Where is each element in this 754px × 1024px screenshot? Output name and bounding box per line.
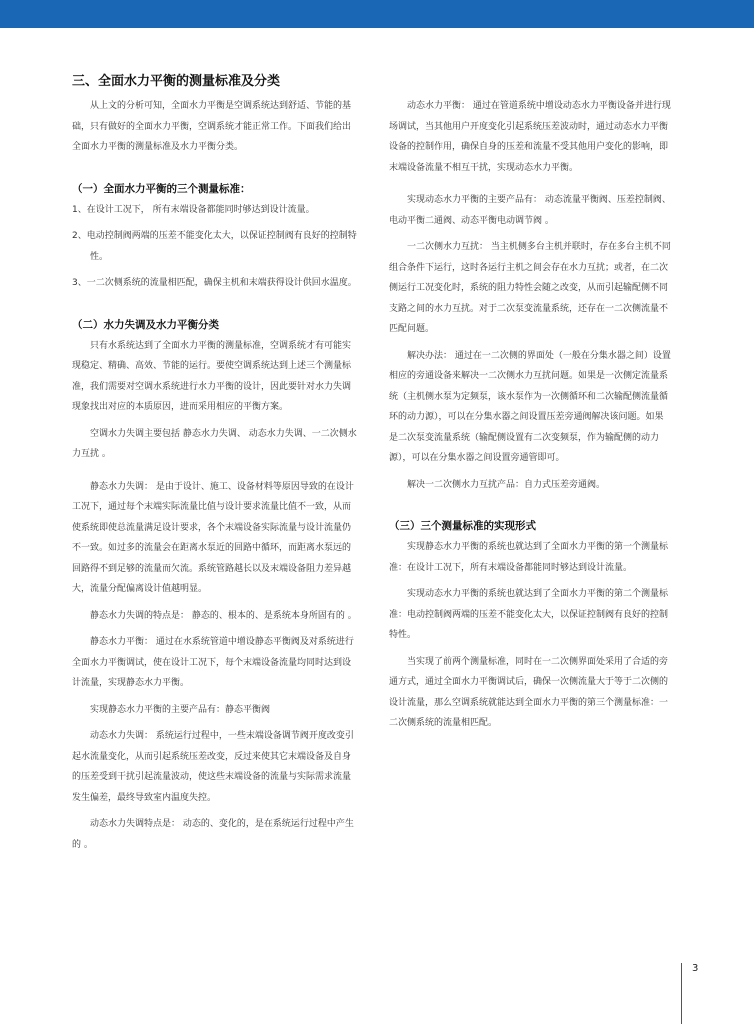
left-column [72,70,358,855]
paragraph: 解决一二次侧水力互扰产品：自力式压差旁通阀。 [407,479,606,490]
paragraph: 解决办法： 通过在一二次侧的界面处（一般在分集水器之间）设置相应的旁通设备来解决一二次侧水力互扰问题。如果是一次侧定流量系统（主机侧水泵为定频泵，该水泵作为一次侧循环和二次输配侧流量循环的动力源），可以在分集水器之间设置压差旁通阀解决该问题。如果是二次泵变流量系统（输配侧设置有二次变频泵，作为输配侧的动力源），可以在分集水器之间设置旁通管即可。 [389,350,671,463]
paragraph: 实现静态水力平衡的主要产品有：静态平衡阀 [90,704,271,715]
paragraph: 只有水系统达到了全面水力平衡的测量标准，空调系统才有可能实现稳定、精确、高效、节能的运行。要使空调系统达到上述三个测量标准，我们需要对空调水系统进行水力平衡的设计，因此要针对水力失调现象找出对应的本质原因，进而采用相应的平衡方案。 [72,340,352,412]
paragraph: 实现动态水力平衡的主要产品有： 动态流量平衡阀、压差控制阀、电动平衡二通阀、动态平衡电动调节阀 。 [389,195,671,226]
paragraph: 当实现了前两个测量标准，同时在一二次侧界面处采用了合适的旁通方式，通过全面水力平衡调试后，确保一次侧流量大于等于二次侧的设计流量，那么空调系统就能达到全面水力平衡的第三个测量标准：一二次侧系统的流量相匹配。 [389,656,669,728]
page-number-divider [681,963,682,1024]
paragraph: 一二次侧水力互扰： 当主机侧多台主机并联时，存在多台主机不同组合条件下运行，这时各运行主机之间会存在水力互扰；或者，在二次侧运行工况变化时，系统的阻力特性会随之改变，从而引起输配侧不同支路之间的水力互扰。对于二次泵变流量系统，还存在一二次侧流量不匹配问题。 [389,242,671,334]
paragraph: 实现动态水力平衡的系统也就达到了全面水力平衡的第二个测量标准：电动控制阀两端的压差不能变化太大，以保证控制阀有良好的控制特性。 [389,589,669,640]
paragraph: 空调水力失调主要包括 静态水力失调、 动态水力失调、一二次侧水力互扰 。 [72,428,357,459]
paragraph: 实现静态水力平衡的系统也就达到了全面水力平衡的第一个测量标准：在设计工况下，所有末端设备都能同时够达到设计流量。 [389,542,669,573]
intro-paragraph: 从上文的分析可知，全面水力平衡是空调系统达到舒适、节能的基础，只有做好的全面水力平衡，空调系统才能正常工作。下面我们给出全面水力平衡的测量标准及水力平衡分类。 [72,101,352,152]
paragraph: 静态水力失调： 是由于设计、施工、设备材料等原因导致的在设计工况下，通过每个末端实际流量比值与设计要求流量比值不一致，从而使系统即使总流量满足设计要求，各个末端设备实际流量与设计流量仍不一致。如过多的流量会在距离水泵近的回路中循环，而距离水泵远的回路得不到足够的流量而欠流。系统管路越长以及末端设备阻力差异越大，流量分配偏离设计值越明显。 [72,481,354,594]
paragraph: 动态水力失调特点是： 动态的、变化的，是在系统运行过程中产生的 。 [72,819,354,850]
paragraph: 静态水力平衡： 通过在水系统管道中增设静态平衡阀及对系统进行全面水力平衡调试，使在设计工况下，每个末端设备流量均同时达到设计流量，实现静态水力平衡。 [72,637,354,688]
list-item: 1、在设计工况下， 所有末端设备都能同时够达到设计流量。 [72,204,315,215]
subsection-3-heading: （三）三个测量标准的实现形式 [389,520,536,532]
right-column [389,96,671,734]
subsection-1-heading: （一）全面水力平衡的三个测量标准： [72,182,251,195]
paragraph: 动态水力失调： 系统运行过程中，一些末端设备调节阀开度改变引起水流量变化，从而引起系统压差改变，反过来使其它末端设备及自身的压差受到干扰引起流量波动，使这些末端设备的流量与实际需求流量发生偏差，最终导致室内温度失控。 [72,731,354,803]
section-title: 三、全面水力平衡的测量标准及分类 [72,74,281,89]
list-item: 2、电动控制阀两端的压差不能变化太大，以保证控制阀有良好的控制特性。 [72,231,357,262]
list-item: 3、一二次侧系统的流量相匹配，确保主机和末端获得设计供回水温度。 [72,278,357,288]
subsection-2-heading: （二）水力失调及水力平衡分类 [72,318,219,331]
paragraph: 静态水力失调的特点是： 静态的、根本的、是系统本身所固有的 。 [90,610,357,621]
standards-list [72,200,358,294]
paragraph: 动态水力平衡： 通过在管道系统中增设动态水力平衡设备并进行现场调试，当其他用户开度变化引起系统压差波动时，通过动态水力平衡设备的控制作用，确保自身的压差和流量不受其他用户变化的影响，即末端设备流量不相互干扰，实现动态水力平衡。 [389,101,671,173]
page-number: 3 [692,963,699,974]
header-bar [0,0,754,28]
